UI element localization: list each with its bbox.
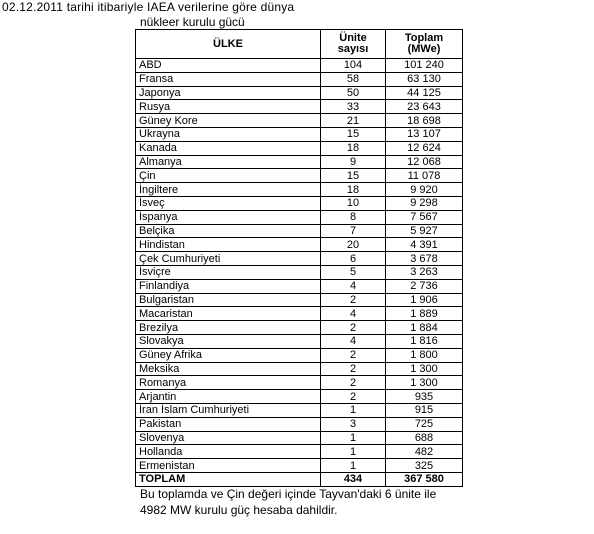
cell-capacity: 101 240 <box>386 59 463 73</box>
cell-capacity: 9 298 <box>386 196 463 210</box>
cell-units: 2 <box>321 376 386 390</box>
cell-units: 1 <box>321 403 386 417</box>
table-row <box>136 307 463 321</box>
cell-capacity: 44 125 <box>386 86 463 100</box>
cell-capacity: 4 391 <box>386 238 463 252</box>
cell-country: Japonya <box>136 86 321 100</box>
cell-country: İngiltere <box>136 183 321 197</box>
cell-units: 3 <box>321 417 386 431</box>
table-row <box>136 293 463 307</box>
table-row <box>136 72 463 86</box>
cell-capacity: 13 107 <box>386 127 463 141</box>
cell-capacity: 3 678 <box>386 252 463 266</box>
cell-country: Almanya <box>136 155 321 169</box>
table-header-row <box>136 30 463 59</box>
cell-country: Kanada <box>136 141 321 155</box>
cell-capacity: 12 068 <box>386 155 463 169</box>
cell-units: 4 <box>321 334 386 348</box>
table-row <box>136 114 463 128</box>
cell-capacity: 12 624 <box>386 141 463 155</box>
cell-units: 20 <box>321 238 386 252</box>
cell-units: 15 <box>321 169 386 183</box>
cell-country: Hindistan <box>136 238 321 252</box>
cell-units: 2 <box>321 321 386 335</box>
table-row <box>136 224 463 238</box>
table-body <box>136 59 463 473</box>
cell-country: İspanya <box>136 210 321 224</box>
table-row <box>136 86 463 100</box>
total-label: TOPLAM <box>136 472 321 486</box>
cell-units: 5 <box>321 265 386 279</box>
cell-country: Güney Afrika <box>136 348 321 362</box>
table-row <box>136 321 463 335</box>
cell-units: 33 <box>321 100 386 114</box>
cell-country: Rusya <box>136 100 321 114</box>
cell-country: İsveç <box>136 196 321 210</box>
cell-capacity: 1 300 <box>386 376 463 390</box>
cell-capacity: 7 567 <box>386 210 463 224</box>
cell-country: Fransa <box>136 72 321 86</box>
cell-units: 1 <box>321 431 386 445</box>
cell-capacity: 9 920 <box>386 183 463 197</box>
footnote-line-2: 4982 MW kurulu güç hesaba dahildir. <box>140 503 338 517</box>
column-header-country: ÜLKE <box>136 30 321 59</box>
cell-capacity: 1 906 <box>386 293 463 307</box>
cell-capacity: 2 736 <box>386 279 463 293</box>
title-line-1: 02.12.2011 tarihi itibariyle IAEA verilerine göre dünya <box>2 0 295 14</box>
cell-capacity: 1 889 <box>386 307 463 321</box>
cell-capacity: 11 078 <box>386 169 463 183</box>
cell-units: 21 <box>321 114 386 128</box>
cell-country: Çek Cumhuriyeti <box>136 252 321 266</box>
cell-country: Macaristan <box>136 307 321 321</box>
column-header-units-line1: Ünite <box>339 32 367 44</box>
title-line-2: nükleer kurulu gücü <box>140 15 245 29</box>
column-header-units <box>321 30 386 59</box>
column-header-total-line2: (MWe) <box>407 43 441 55</box>
table-row <box>136 431 463 445</box>
cell-capacity: 1 884 <box>386 321 463 335</box>
cell-units: 2 <box>321 362 386 376</box>
cell-country: Arjantin <box>136 390 321 404</box>
total-capacity: 367 580 <box>386 472 463 486</box>
cell-capacity: 1 800 <box>386 348 463 362</box>
cell-country: Ukrayna <box>136 127 321 141</box>
cell-country: Güney Kore <box>136 114 321 128</box>
cell-units: 58 <box>321 72 386 86</box>
cell-country: İsviçre <box>136 265 321 279</box>
table-row <box>136 155 463 169</box>
cell-country: Slovenya <box>136 431 321 445</box>
cell-units: 2 <box>321 390 386 404</box>
cell-units: 4 <box>321 279 386 293</box>
table-row <box>136 390 463 404</box>
cell-units: 18 <box>321 183 386 197</box>
cell-capacity: 3 263 <box>386 265 463 279</box>
table-row <box>136 459 463 473</box>
cell-country: Bulgaristan <box>136 293 321 307</box>
table-row <box>136 376 463 390</box>
cell-country: Belçika <box>136 224 321 238</box>
column-header-total <box>386 30 463 59</box>
column-header-total-line1: Toplam <box>404 32 444 44</box>
table-row <box>136 265 463 279</box>
cell-capacity: 482 <box>386 445 463 459</box>
table-row <box>136 238 463 252</box>
cell-units: 18 <box>321 141 386 155</box>
cell-capacity: 1 816 <box>386 334 463 348</box>
table-row <box>136 334 463 348</box>
cell-units: 1 <box>321 445 386 459</box>
table-row <box>136 169 463 183</box>
nuclear-capacity-table <box>135 29 463 487</box>
cell-country: Finlandiya <box>136 279 321 293</box>
cell-capacity: 725 <box>386 417 463 431</box>
cell-country: Slovakya <box>136 334 321 348</box>
table-row <box>136 141 463 155</box>
total-units: 434 <box>321 472 386 486</box>
table-row <box>136 196 463 210</box>
total-row <box>136 472 463 486</box>
cell-country: Brezilya <box>136 321 321 335</box>
table-row <box>136 417 463 431</box>
table-row <box>136 210 463 224</box>
cell-units: 4 <box>321 307 386 321</box>
cell-capacity: 63 130 <box>386 72 463 86</box>
cell-units: 6 <box>321 252 386 266</box>
cell-country: Meksika <box>136 362 321 376</box>
footnote <box>140 486 436 518</box>
cell-country: Pakistan <box>136 417 321 431</box>
cell-capacity: 23 643 <box>386 100 463 114</box>
cell-capacity: 1 300 <box>386 362 463 376</box>
table-row <box>136 279 463 293</box>
table-row <box>136 59 463 73</box>
cell-country: Hollanda <box>136 445 321 459</box>
table-row <box>136 445 463 459</box>
cell-country: Romanya <box>136 376 321 390</box>
table-row <box>136 252 463 266</box>
table-row <box>136 183 463 197</box>
table-row <box>136 127 463 141</box>
cell-units: 104 <box>321 59 386 73</box>
table-row <box>136 403 463 417</box>
table-row <box>136 100 463 114</box>
cell-country: Çin <box>136 169 321 183</box>
cell-units: 10 <box>321 196 386 210</box>
cell-units: 50 <box>321 86 386 100</box>
cell-units: 1 <box>321 459 386 473</box>
cell-units: 9 <box>321 155 386 169</box>
cell-country: Ermenistan <box>136 459 321 473</box>
cell-capacity: 5 927 <box>386 224 463 238</box>
table-row <box>136 362 463 376</box>
cell-capacity: 18 698 <box>386 114 463 128</box>
cell-capacity: 915 <box>386 403 463 417</box>
cell-capacity: 688 <box>386 431 463 445</box>
cell-capacity: 935 <box>386 390 463 404</box>
cell-units: 7 <box>321 224 386 238</box>
cell-units: 8 <box>321 210 386 224</box>
cell-units: 2 <box>321 348 386 362</box>
cell-country: İran İslam Cumhuriyeti <box>136 403 321 417</box>
footnote-line-1: Bu toplamda ve Çin değeri içinde Tayvan'daki 6 ünite ile <box>140 487 437 501</box>
table-row <box>136 348 463 362</box>
cell-country: ABD <box>136 59 321 73</box>
cell-capacity: 325 <box>386 459 463 473</box>
column-header-units-line2: sayısı <box>337 43 369 55</box>
cell-units: 2 <box>321 293 386 307</box>
cell-units: 15 <box>321 127 386 141</box>
